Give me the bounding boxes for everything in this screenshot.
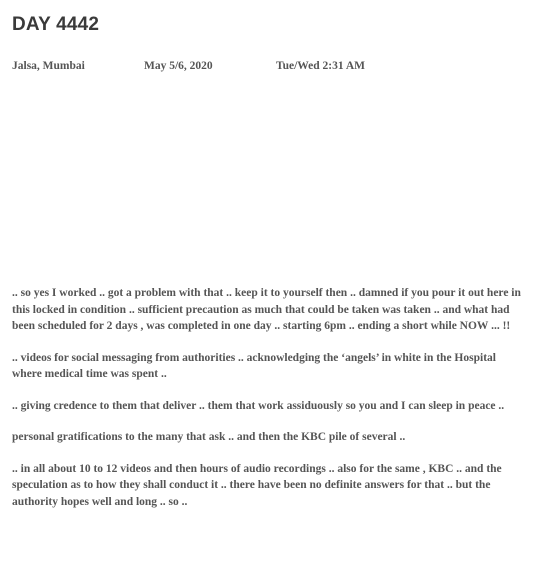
paragraph: .. videos for social messaging from authorities .. acknowledging the ‘angels’ in white in the Hospital where medical time was spent .. [12, 351, 496, 380]
paragraph: .. so yes I worked .. got a problem with that .. keep it to yourself then .. damned if you pour it out here in this locked in condition .. sufficient precaution as much that could be taken was taken .. and what had been scheduled for 2 days , was completed in one day .. starting 6pm .. ending a short while NOW ... !! [12, 287, 521, 332]
paragraph: personal gratifications to the many that ask .. and then the KBC pile of several .. [12, 431, 406, 443]
post-body [12, 285, 524, 525]
post-image-area [12, 84, 512, 264]
paragraph: .. in all about 10 to 12 videos and then hours of audio recordings .. also for the same , KBC .. and the speculation as to how they shall conduct it .. there have been no definite answers for that .. but the authority hopes well and long .. so .. [12, 462, 502, 508]
post-time: Tue/Wed 2:31 AM [276, 60, 366, 72]
paragraph: .. giving credence to them that deliver .. them that work assiduously so you and I can sleep in peace .. [12, 399, 505, 412]
post-title: DAY 4442 [12, 14, 100, 35]
post-location: Jalsa, Mumbai [12, 60, 85, 72]
post-date: May 5/6, 2020 [144, 60, 213, 72]
